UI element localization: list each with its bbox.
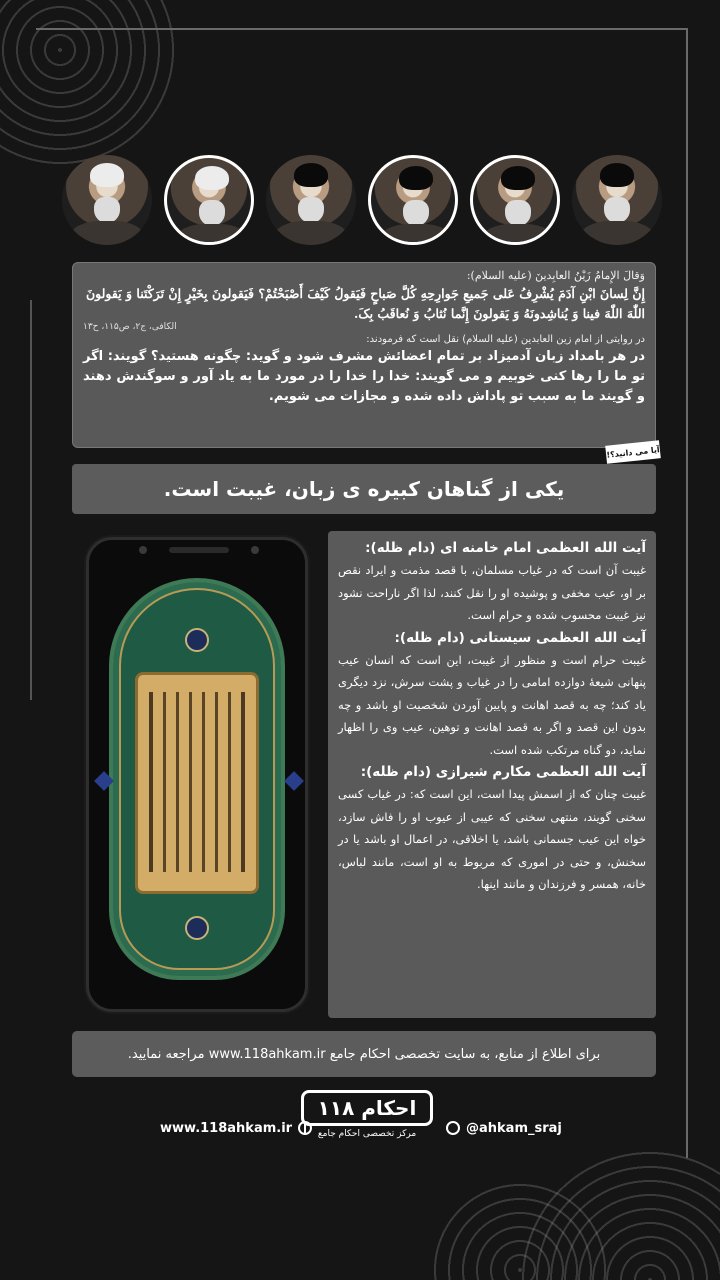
calligraphy-artwork [149, 692, 245, 872]
decorative-frame-left [30, 300, 32, 700]
hadith-persian-text: در هر بامداد زبان آدمیزاد بر تمام اعضائش مشرف شود و گوید: چگونه هستید؟ گویند: اگر تو ما را رها کنی خوبیم و می گویند: خدا را خدا را در مورد ما به یاد آور و سوگندش دهند و گویند ما به سبب تو پاداش داده شده و مجازات می شویم. [83, 349, 645, 404]
diamond-ornament-right [284, 771, 304, 791]
logo-subtitle: مرکز تخصصی احکام جامع [317, 1129, 417, 1139]
scholar-portraits [62, 150, 662, 250]
phone-notch [139, 546, 259, 558]
phone-mockup [86, 537, 308, 1012]
globe-icon [298, 1121, 312, 1135]
hadith-box [72, 262, 656, 448]
social-handle[interactable] [446, 1118, 562, 1138]
brand-logo [298, 1090, 436, 1148]
website-text[interactable]: www.118ahkam.ir [160, 1120, 293, 1136]
ruling-title-makarem: آیت الله العظمی مکارم شیرازی (دام ظله): [360, 764, 646, 780]
portrait-1 [572, 155, 662, 245]
hadith-source: الکافی، ج۲، ص۱۱۵، ح۱۳ [83, 322, 177, 332]
hadith-intro: وَقالَ الإِمامُ زَیْنُ العابِدینَ (علیه السلام): [466, 269, 645, 282]
corner-mandala-bottom [520, 1150, 720, 1280]
emblem-medallion-bottom [185, 916, 209, 940]
headline-banner: یکی از گناهان کبیره ی زبان، غیبت است. [72, 464, 656, 514]
ruling-title-khamenei: آیت الله العظمی امام خامنه ای (دام ظله): [365, 540, 646, 556]
corner-mandala-top [0, 0, 180, 170]
ruling-title-sistani: آیت الله العظمی سیستانی (دام ظله): [394, 629, 646, 646]
portrait-6 [62, 155, 152, 245]
hadith-translation-intro: در روایتی از امام زین العابدین (علیه السلام) نقل است که فرمودند: [366, 334, 645, 345]
ruling-body-sistani: غیبت حرام است و منظور از غیبت، این است که انسان عیب پنهانی شیعهٔ دوازده امامی را در غیاب و پشت سرش، نزد دیگری یاد کند؛ چه به قصد اهانت و پایین آوردن شخصیت او باشد و چه بدون این قصد و اگر به قصد اهانت و توهین، عیب وی را اظهار نماید، دو گناه مرتکب شده است. [338, 652, 646, 757]
ruling-body-khamenei: غیبت آن است که در غیاب مسلمان، با قصد مذمت و ایراد نقص بر او، عیب مخفی و پوشیده او را نقل کنند، لذا اگر ناراحت نشود نیز غیبت محسوب شده و حرام است. [338, 563, 646, 622]
ruling-body-makarem: غیبت چنان که از اسمش پیدا است، این است که: در غیاب کسی سخنی گویند، منتهی سخنی که عیبی از عیوب او را فاش سازد، خواه این عیب جسمانی باشد، یا اخلاقی، در اعمال او باشد یا در سخنش، و حتی در اموری که مربوط به او است، مانند لباس، خانه، همسر و فرزندان و مانند اینها. [338, 787, 646, 891]
portrait-5 [164, 155, 254, 245]
did-you-know-badge: آیا می دانید؟! [605, 440, 661, 464]
portrait-2 [470, 155, 560, 245]
instagram-icon [446, 1121, 460, 1135]
portrait-4 [266, 155, 356, 245]
handle-text[interactable]: @ahkam_sraj [466, 1120, 562, 1136]
rulings-box [328, 531, 656, 1018]
website-link[interactable] [160, 1118, 312, 1138]
corner-mandala-bottom-small [430, 1180, 610, 1280]
logo-mark: ۱۱۸ احکام [301, 1090, 433, 1126]
hadith-arabic-text: إِنَّ لِسانَ ابْنِ آدَمَ یُشْرِفُ عَلی جَمیعِ جَوارِحِهِ کُلَّ صَباحٍ فَیَقولُ کَیْفَ أَصْبَحْتُمْ؟ فَیَقولونَ بِخَیْرٍ إِنْ تَرَکْتَنا وَ یَقولونَ اللّٰهَ اللّٰهَ فینا وَ یُناشِدونَهُ وَ یَقولونَ إِنَّما نُثابُ وَ نُعاقَبُ بِکَ. [85, 286, 645, 321]
sources-note: برای اطلاع از منابع، به سایت تخصصی احکام جامع www.118ahkam.ir مراجعه نمایید. [72, 1031, 656, 1077]
calligraphy-emblem [109, 578, 285, 980]
portrait-3 [368, 155, 458, 245]
emblem-medallion-top [185, 628, 209, 652]
